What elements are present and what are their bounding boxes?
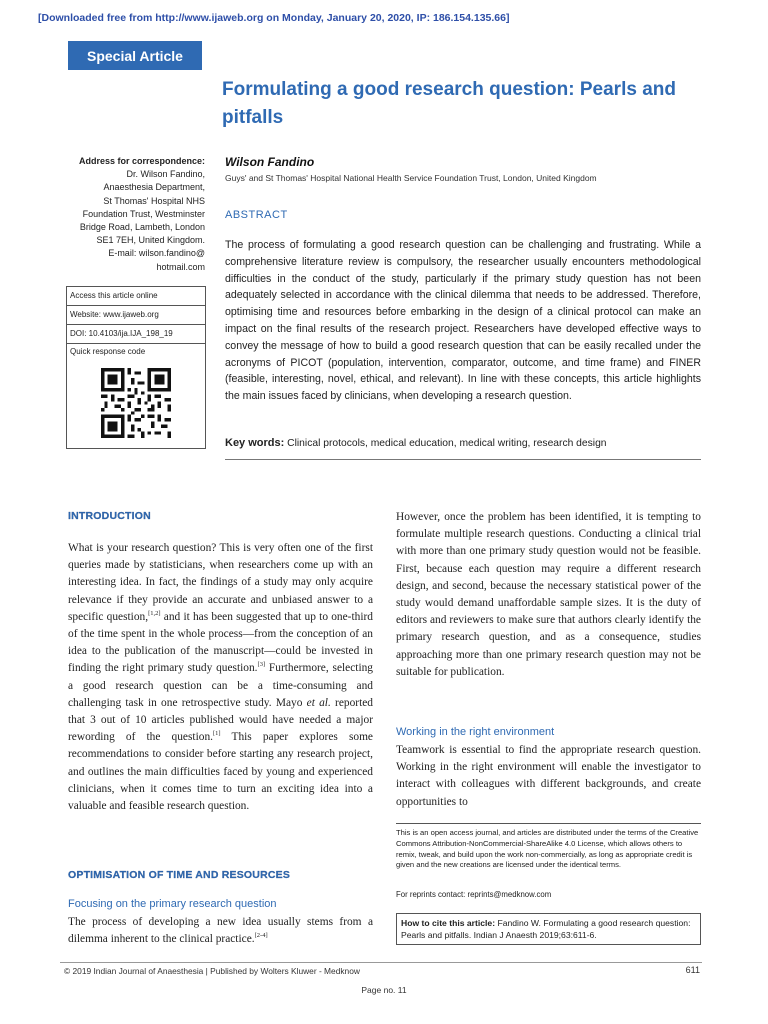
access-online-box	[66, 286, 206, 449]
qr-label: Quick response code	[70, 347, 146, 356]
correspondence-heading: Address for correspondence:	[78, 156, 205, 166]
qr-section	[67, 344, 205, 448]
journal-page-number: 611	[685, 965, 700, 975]
qr-code-icon[interactable]	[101, 368, 171, 438]
article-type-badge: Special Article	[68, 41, 202, 70]
address-line: Dr. Wilson Fandino,	[126, 169, 205, 180]
article-title: Formulating a good research question: Pearls and pitfalls	[222, 79, 676, 128]
environment-paragraph: Teamwork is essential to find the appropriate research question. Working in the right environment will enable the investigator to interact with colleagues with different backgrounds, and create opportunities to	[396, 744, 701, 808]
citation-text: Fandino W. Formulating a good research question: Pearls and pitfalls. Indian J Anaesth 2019;63:611-6.	[401, 918, 691, 940]
primary-question-subheading: Focusing on the primary research question	[68, 898, 277, 910]
open-access-note: This is an open access journal, and articles are distributed under the terms of the Creative Commons Attribution-NonCommercial-ShareAlike 4.0 License, which allows others to remix, tweak, and build upon the work non-commercially, as long as appropriate credit is given and the new creations are licensed under the identical terms.	[396, 828, 699, 870]
environment-subheading: Working in the right environment	[396, 726, 555, 738]
reprints-contact[interactable]: For reprints contact: reprints@medknow.com	[396, 890, 552, 899]
citation-label: How to cite this article:	[401, 918, 496, 928]
reference-link[interactable]: [3]	[257, 661, 266, 669]
reference-link[interactable]: [1,2]	[148, 610, 161, 618]
author-affiliation: Guys' and St Thomas' Hospital National Health Service Foundation Trust, London, United Kingdom	[225, 173, 597, 183]
keywords-label: Key words:	[225, 437, 285, 449]
optimisation-paragraph: The process of developing a new idea usually stems from a dilemma inherent to the clinical practice.[2-4]	[68, 916, 373, 946]
optimisation-heading: OPTIMISATION OF TIME AND RESOURCES	[68, 869, 291, 881]
email-line[interactable]: E-mail: wilson.fandino@	[108, 248, 205, 259]
citation-box	[396, 913, 701, 945]
abstract-heading: ABSTRACT	[225, 209, 288, 221]
address-line: SE1 7EH, United Kingdom.	[96, 235, 205, 246]
keywords	[225, 437, 701, 449]
correspondence-address	[60, 155, 205, 274]
abstract-text: The process of formulating a good research question can be challenging and frustrating. While a comprehensive literature review is compulsory, the researcher usually encounters methodological difficulties in the conduct of the study, particularly if the primary study question has not been adequately selected in accordance with the clinical dilemma that needs to be addressed. Therefore, optimising time and resources before embarking in the design of a clinical protocol can make an impact on the final results of the research project. Researchers have developed effective ways to convey the message of how to build a good research question that can be easily recalled under the acronyms of PICOT (population, intervention, comparator, outcome, and time frame) and FINER (feasible, interesting, novel, ethical, and relevant). In line with these concepts, this article highlights the main issues faced by clinicians, when developing a research question.	[225, 239, 701, 403]
address-line: Bridge Road, Lambeth, London	[79, 222, 205, 233]
address-line: St Thomas' Hospital NHS	[103, 195, 205, 206]
address-line: Foundation Trust, Westminster	[82, 208, 205, 219]
email-line[interactable]: hotmail.com	[156, 261, 205, 272]
page-label: Page no. 11	[361, 985, 407, 995]
website-link[interactable]: Website: www.ijaweb.org	[67, 306, 205, 325]
keywords-divider	[225, 459, 701, 460]
footer-copyright: © 2019 Indian Journal of Anaesthesia | Published by Wolters Kluwer - Medknow	[64, 966, 360, 976]
reference-link[interactable]: [2-4]	[254, 932, 268, 940]
address-line: Anaesthesia Department,	[103, 182, 205, 193]
keywords-text: Clinical protocols, medical education, medical writing, research design	[287, 438, 607, 449]
footnote-divider	[396, 823, 701, 824]
download-banner: [Downloaded free from http://www.ijaweb.org on Monday, January 20, 2020, IP: 186.154.135.66]	[38, 12, 510, 24]
introduction-heading: INTRODUCTION	[68, 510, 151, 522]
author-name: Wilson Fandino	[225, 155, 315, 169]
access-heading: Access this article online	[67, 287, 205, 306]
reference-link[interactable]: [1]	[213, 730, 221, 738]
multiple-questions-paragraph: However, once the problem has been identified, it is tempting to formulate multiple research questions. Conducting a clinical trial with more than one primary study question would not be feasible. First, because each question may require a different research design, and second, because the necessary statistical power of the study would demand unaffordable sample sizes. It is the duty of editors and reviewers to make sure that authors clearly identify the primary research question, and as a consequence, studies approaching more than one primary research question may not be suitable for publication.	[396, 511, 701, 678]
doi-link[interactable]: DOI: 10.4103/ija.IJA_198_19	[67, 325, 205, 344]
footer-divider	[60, 962, 702, 963]
introduction-paragraph: What is your research question? This is very often one of the first queries made by statisticians, when researchers come up with an interesting idea. In fact, the findings of a study may only acquire relevance if they provide an accurate and unbiased answer to a specific question,[1,2] and it has been suggested that up to one-third of the time spent in the whole process—from the conception of an idea to the publication of the manuscript—could be invested in finding the right primary study question.[3] Furthermore, selecting a good research question can be a time-consuming and challenging task in one retrospective study. Mayo et al. reported that 3 out of 10 articles published would have needed a major rewording of the question.[1] This paper explores some recommendations to consider before starting any research project, and outlines the main difficulties faced by young and experienced clinicians, when it comes time to turn an exciting idea into a valuable and feasible research question.	[68, 542, 373, 813]
